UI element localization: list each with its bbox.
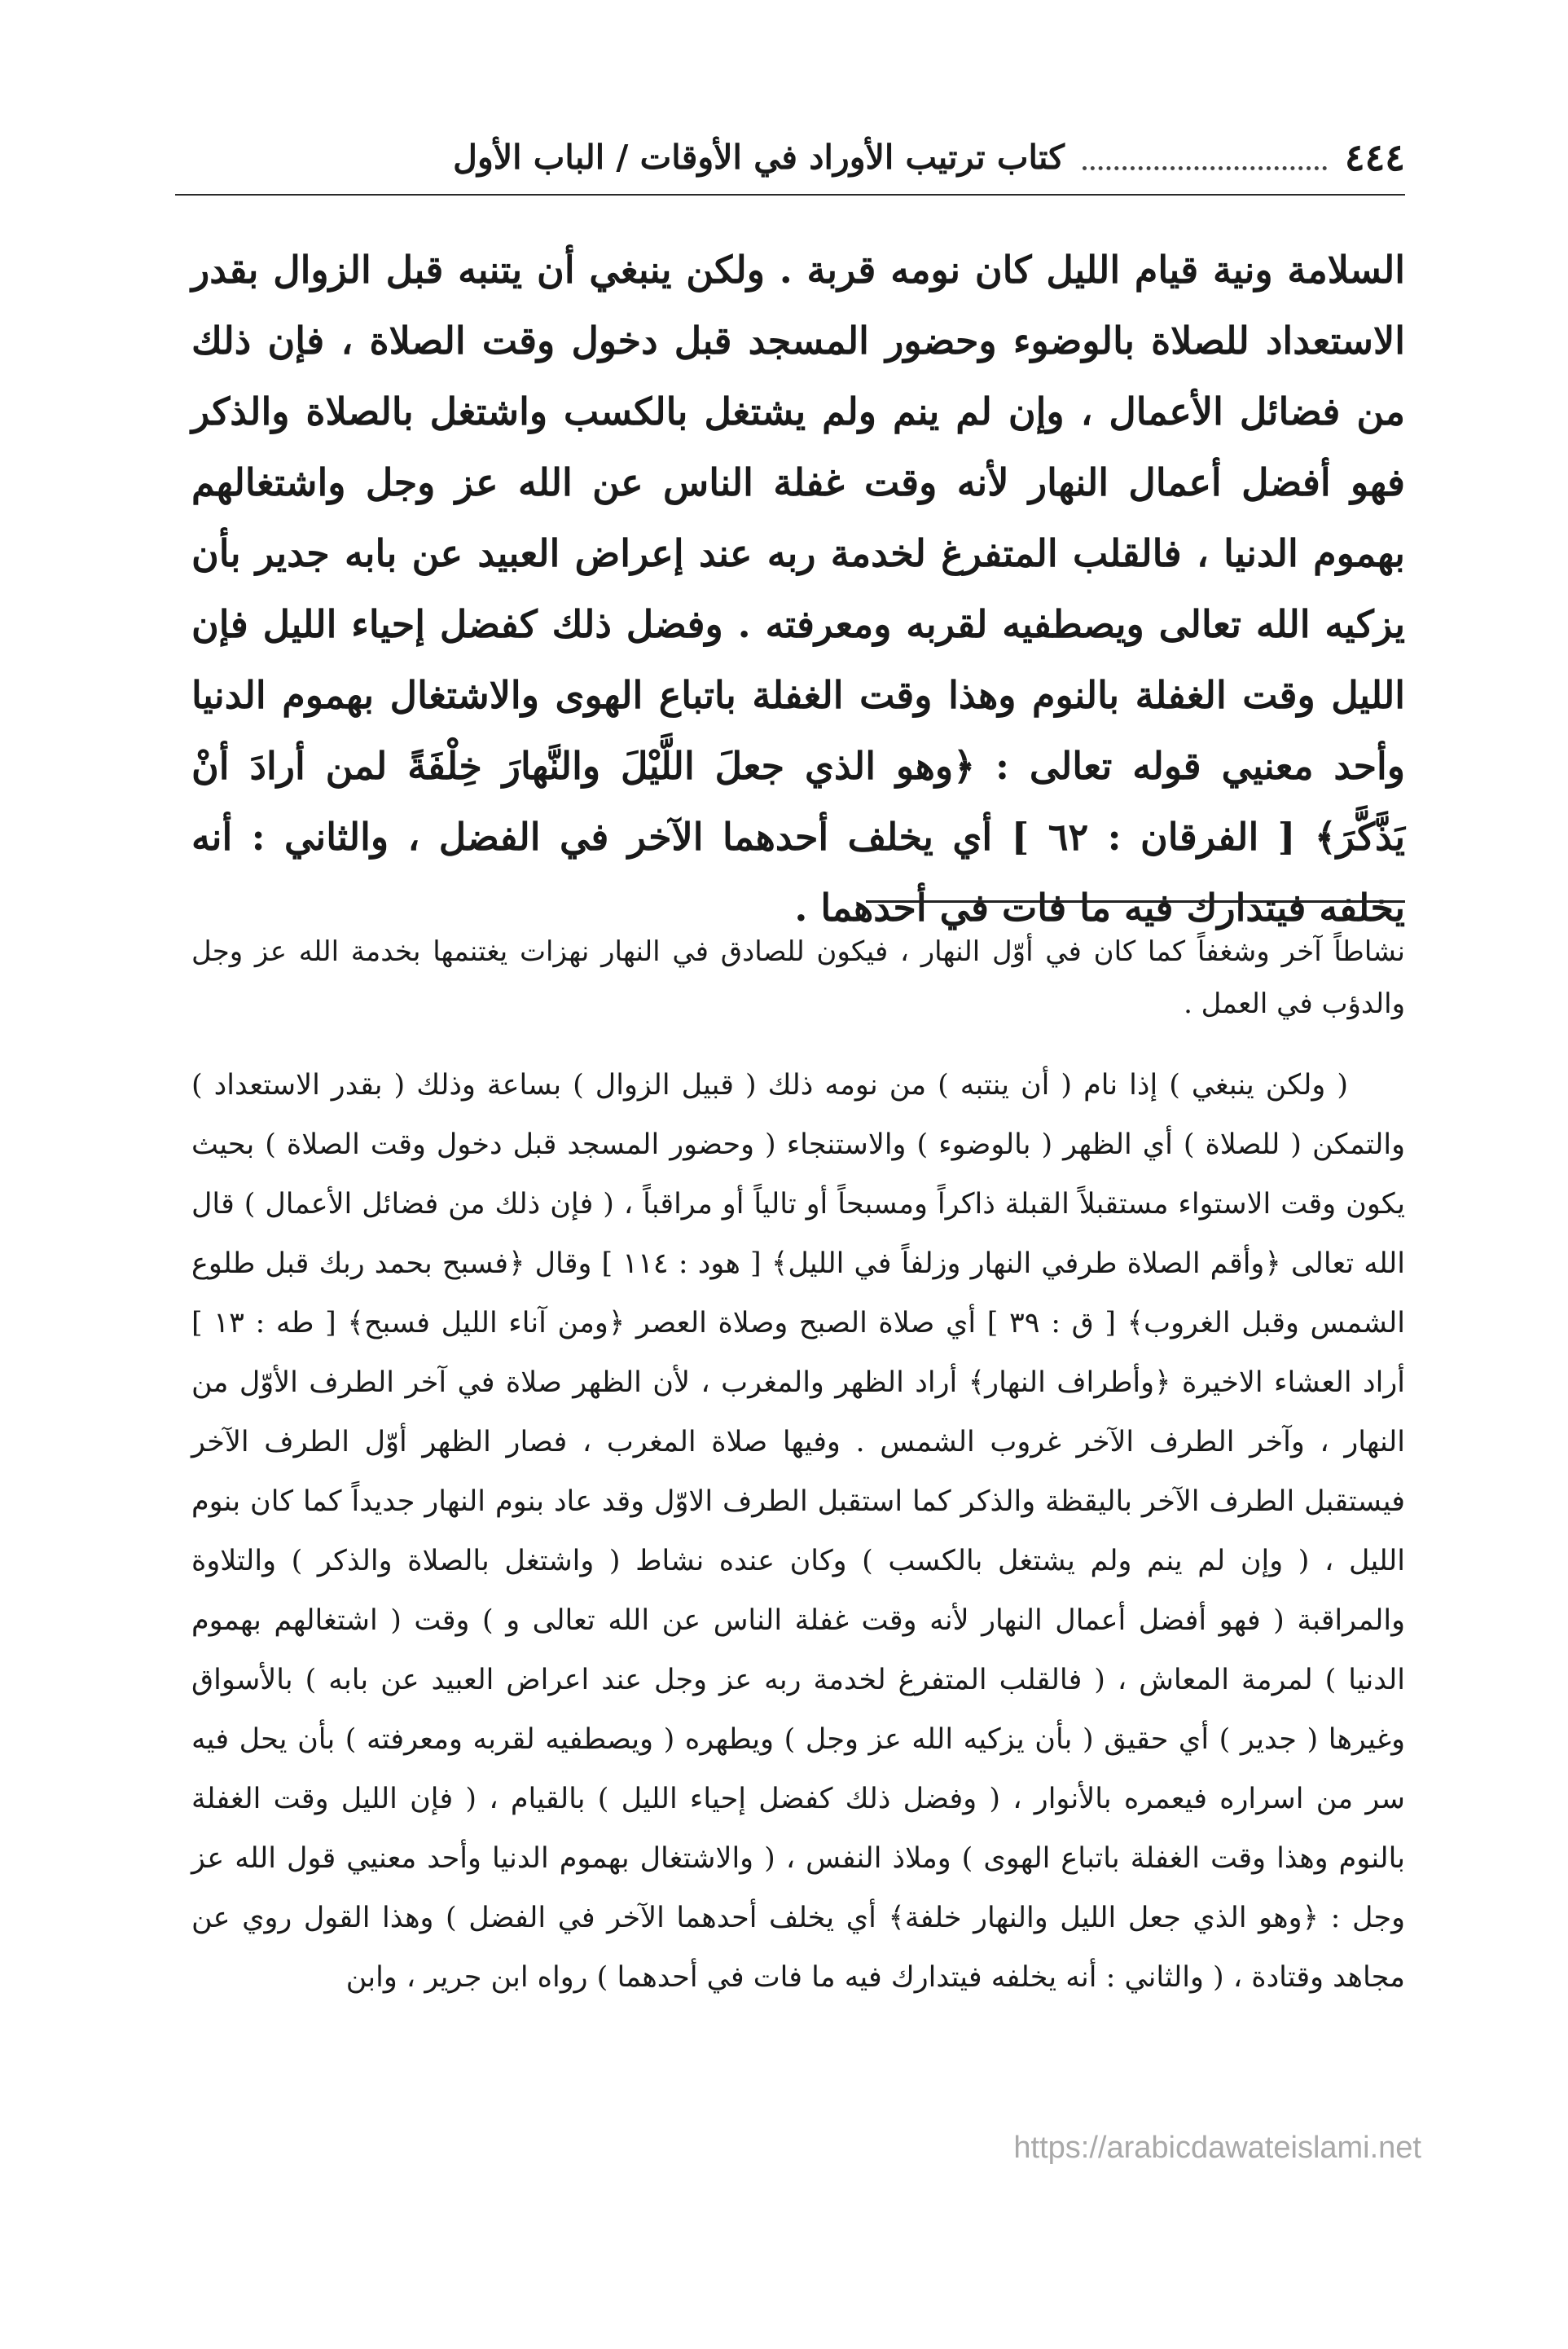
header-leader-dots: [1083, 145, 1327, 170]
main-paragraph: السلامة ونية قيام الليل كان نومه قربة . ولكن ينبغي أن يتنبه قبل الزوال بقدر الاستعداد للصلاة بالوضوء وحضور المسجد قبل دخول وقت الصلاة ، فإن ذلك من فضائل الأعمال ، وإن لم ينم ولم يشتغل بالكسب واشتغل بالصلاة والذكر فهو أفضل أعمال النهار لأنه وقت غفلة الناس عن الله عز وجل واشتغالهم بهموم الدنيا ، فالقلب المتفرغ لخدمة ربه عند إعراض العبيد عن بابه جدير بأن يزكيه الله تعالى ويصطفيه لقربه ومعرفته . وفضل ذلك كفضل إحياء الليل فإن الليل وقت الغفلة بالنوم وهذا وقت الغفلة باتباع الهوى والاشتغال بهموم الدنيا وأحد معنيي قوله تعالى : ﴿وهو الذي جعلَ اللَّيْلَ والنَّهارَ خِلْفَةً لمن أرادَ أنْ يَذَّكَّرَ﴾ [ الفرقان : ٦٢ ] أي يخلف أحدهما الآخر في الفضل ، والثاني : أنه يخلفه فيتدارك فيه ما فات في أحدهما .: [191, 248, 1406, 930]
watermark-url: https://arabicdawateislami.net: [1013, 2131, 1421, 2165]
footnote-text: نشاطاً آخر وشغفاً كما كان في أوّل النهار ، فيكون للصادق في النهار نهزات يغتنمها بخدمة الله عز وجل والدؤب في العمل .: [191, 935, 1405, 1020]
commentary-text: ( ولكن ينبغي ) إذا نام ( أن ينتبه ) من نومه ذلك ( قبيل الزوال ) بساعة وذلك ( بقدر الاستعداد ) والتمكن ( للصلاة ) أي الظهر ( بالوضوء ) والاستنجاء ( وحضور المسجد قبل دخول وقت الصلاة ) بحيث يكون وقت الاستواء مستقبلاً القبلة ذاكراً ومسبحاً أو تالياً أو مراقباً ، ( فإن ذلك من فضائل الأعمال ) قال الله تعالى ﴿وأقم الصلاة طرفي النهار وزلفاً في الليل﴾ [ هود : ١١٤ ] وقال ﴿فسبح بحمد ربك قبل طلوع الشمس وقبل الغروب﴾ [ ق : ٣٩ ] أي صلاة الصبح وصلاة العصر ﴿ومن آناء الليل فسبح﴾ [ طه : ١٣ ] أراد العشاء الاخيرة ﴿وأطراف النهار﴾ أراد الظهر والمغرب ، لأن الظهر صلاة في آخر الطرف الأوّل من النهار ، وآخر الطرف الآخر غروب الشمس . وفيها صلاة المغرب ، فصار الظهر أوّل الطرف الآخر فيستقبل الطرف الآخر باليقظة والذكر كما استقبل الطرف الاوّل وقد عاد بنوم النهار جديداً كما كان بنوم الليل ، ( وإن لم ينم ولم يشتغل بالكسب ) وكان عنده نشاط ( واشتغل بالصلاة والذكر ) والتلاوة والمراقبة ( فهو أفضل أعمال النهار لأنه وقت غفلة الناس عن الله تعالى و ) وقت ( اشتغالهم بهموم الدنيا ) لمرمة المعاش ، ( فالقلب المتفرغ لخدمة ربه عز وجل عند اعراض العبيد عن بابه ) بالأسواق وغيرها ( جدير ) أي حقيق ( بأن يزكيه الله عز وجل ) ويطهره ( ويصطفيه لقربه ومعرفته ) بأن يحل فيه سر من اسراره فيعمره بالأنوار ، ( وفضل ذلك كفضل إحياء الليل ) بالقيام ، ( فإن الليل وقت الغفلة بالنوم وهذا وقت الغفلة باتباع الهوى ) وملاذ النفس ، ( والاشتغال بهموم الدنيا وأحد معنيي قول الله عز وجل : ﴿وهو الذي جعل الليل والنهار خلفة﴾ أي يخلف أحدهما الآخر في الفضل ) وهذا القول روي عن مجاهد وقتادة ، ( والثاني : أنه يخلفه فيتدارك فيه ما فات في أحدهما ) رواه ابن جرير ، وابن: [191, 1069, 1406, 1994]
footnote: [191, 926, 1405, 1030]
page-number: ٤٤٤: [1344, 135, 1405, 179]
footnote-separator: [866, 900, 1405, 903]
running-title: كتاب ترتيب الأوراد في الأوقات / الباب الأول: [453, 138, 1065, 177]
main-text: [191, 235, 1405, 944]
commentary: [191, 1056, 1405, 2008]
running-header: [175, 121, 1405, 196]
